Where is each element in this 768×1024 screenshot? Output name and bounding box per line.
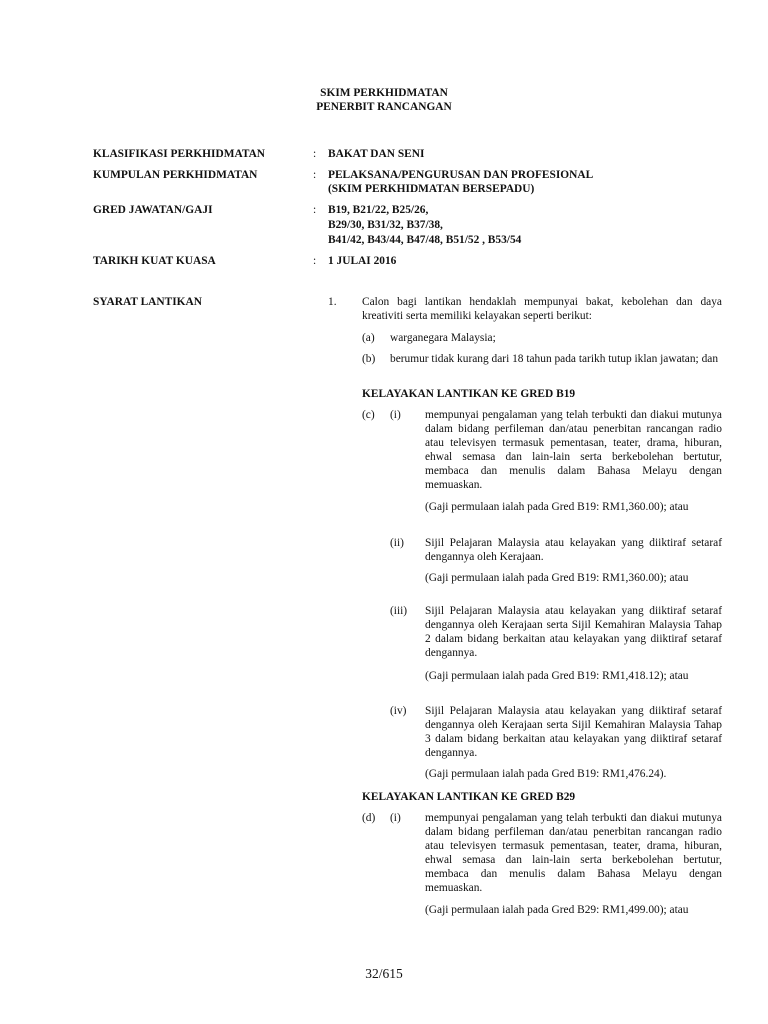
value-kumpulan-line1: PELAKSANA/PENGURUSAN DAN PROFESIONAL	[328, 169, 594, 181]
gaji-c-iv: (Gaji permulaan ialah pada Gred B19: RM1,476.24).	[425, 768, 667, 780]
label-gred: GRED JAWATAN/GAJI	[93, 204, 213, 216]
colon-kumpulan: :	[313, 169, 317, 181]
marker-c-ii: (ii)	[390, 537, 404, 549]
value-kumpulan-line2: (SKIM PERKHIDMATAN BERSEPADU)	[328, 183, 535, 195]
value-tarikh: 1 JULAI 2016	[328, 255, 397, 267]
text-c-i: mempunyai pengalaman yang telah terbukti dan diakui mutunya dalam bidang perfileman dan/atau penerbitan rancangan radio atau televisyen termasuk pementasan, teater, drama, hiburan, ehwal semasa dan lain-lain serta berkebolehan bertutur, membaca dan menulis dalam Bahasa Melayu dengan memuaskan.	[425, 409, 722, 491]
heading-gred-b19: KELAYAKAN LANTIKAN KE GRED B19	[362, 388, 576, 400]
value-gred-line2: B29/30, B31/32, B37/38,	[328, 219, 443, 231]
label-klasifikasi: KLASIFIKASI PERKHIDMATAN	[93, 148, 266, 160]
marker-c-iv: (iv)	[390, 705, 407, 717]
marker-c: (c)	[362, 409, 375, 421]
gaji-c-i: (Gaji permulaan ialah pada Gred B19: RM1,360.00); atau	[425, 501, 689, 513]
label-tarikh: TARIKH KUAT KUASA	[93, 255, 216, 267]
gaji-d-i: (Gaji permulaan ialah pada Gred B29: RM1,499.00); atau	[425, 904, 689, 916]
marker-b: (b)	[362, 353, 376, 365]
text-c-ii: Sijil Pelajaran Malaysia atau kelayakan yang diiktiraf setaraf dengannya oleh Kerajaan.	[425, 537, 722, 563]
label-kumpulan: KUMPULAN PERKHIDMATAN	[93, 169, 258, 181]
marker-c-iii: (iii)	[390, 605, 408, 617]
gaji-c-iii: (Gaji permulaan ialah pada Gred B19: RM1,418.12); atau	[425, 670, 689, 682]
heading-gred-b29: KELAYAKAN LANTIKAN KE GRED B29	[362, 791, 576, 803]
value-gred-line1: B19, B21/22, B25/26,	[328, 204, 429, 216]
page-title-line2: PENERBIT RANCANGAN	[316, 101, 452, 113]
label-syarat-lantikan: SYARAT LANTIKAN	[93, 296, 202, 308]
page-title-line1: SKIM PERKHIDMATAN	[320, 87, 448, 99]
marker-a: (a)	[362, 332, 375, 344]
value-gred-line3: B41/42, B43/44, B47/48, B51/52 , B53/54	[328, 234, 522, 246]
gaji-c-ii: (Gaji permulaan ialah pada Gred B19: RM1,360.00); atau	[425, 572, 689, 584]
item-number-1: 1.	[328, 296, 337, 308]
text-d-i: mempunyai pengalaman yang telah terbukti dan diakui mutunya dalam bidang perfileman dan/atau penerbitan rancangan radio atau televisyen termasuk pementasan, teater, drama, hiburan, ehwal semasa dan lain-lain serta berkebolehan bertutur, membaca dan menulis dalam Bahasa Melayu dengan memuaskan.	[425, 812, 722, 894]
colon-gred: :	[313, 204, 317, 216]
text-c-iv: Sijil Pelajaran Malaysia atau kelayakan yang diiktiraf setaraf dengannya oleh Kerajaan serta Sijil Kemahiran Malaysia Tahap 3 dalam bidang berkaitan atau kelayakan yang diiktiraf setaraf dengannya.	[425, 705, 722, 759]
marker-c-i: (i)	[390, 409, 401, 421]
marker-d: (d)	[362, 812, 376, 824]
value-klasifikasi: BAKAT DAN SENI	[328, 148, 425, 160]
colon-tarikh: :	[313, 255, 317, 267]
syarat-intro: Calon bagi lantikan hendaklah mempunyai bakat, kebolehan dan daya kreativiti serta memiliki kelayakan seperti berikut:	[362, 296, 722, 322]
marker-d-i: (i)	[390, 812, 401, 824]
text-a: warganegara Malaysia;	[390, 332, 496, 344]
text-c-iii: Sijil Pelajaran Malaysia atau kelayakan yang diiktiraf setaraf dengannya oleh Kerajaan serta Sijil Kemahiran Malaysia Tahap 2 dalam bidang berkaitan atau kelayakan yang diiktiraf setaraf dengannya.	[425, 605, 722, 659]
text-b: berumur tidak kurang dari 18 tahun pada tarikh tutup iklan jawatan; dan	[390, 353, 719, 365]
page-number: 32/615	[365, 966, 403, 981]
colon-klasifikasi: :	[313, 148, 317, 160]
